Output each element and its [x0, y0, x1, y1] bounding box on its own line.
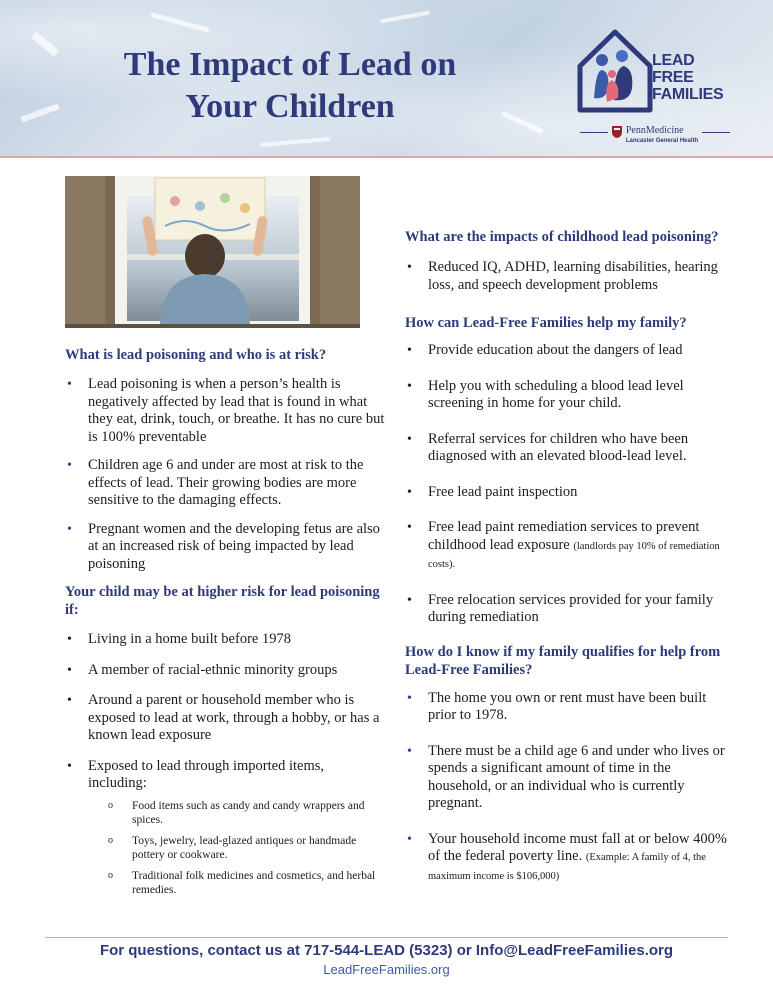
sublist-item: o Food items such as candy and candy wrappers and spices.	[108, 799, 385, 828]
list-item: • Provide education about the dangers of lead	[405, 342, 730, 360]
footer-website-link[interactable]: LeadFreeFamilies.org	[323, 962, 450, 977]
left-column	[65, 346, 385, 904]
higher-risk-list	[65, 631, 385, 898]
sublist-item: o Toys, jewelry, lead-glazed antiques or handmade pottery or cookware.	[108, 834, 385, 863]
sublist-item: o Traditional folk medicines and cosmetics, and herbal remedies.	[108, 869, 385, 898]
list-item: • Free lead paint inspection	[405, 484, 730, 502]
list-item: • Referral services for children who have been diagnosed with an elevated blood-lead level.	[405, 431, 730, 466]
list-item-text: Free lead paint remediation services to prevent childhood lead exposure	[428, 519, 700, 553]
list-item: • Living in a home built before 1978	[65, 631, 385, 649]
list-item: • A member of racial-ethnic minority groups	[65, 662, 385, 680]
partner-subname: Lancaster General Health	[625, 138, 699, 144]
header-banner	[0, 0, 773, 158]
list-item	[405, 519, 730, 574]
house-family-icon	[574, 26, 656, 114]
risk-list	[65, 376, 385, 573]
list-item: • There must be a child age 6 and under who lives or spends a significant amount of time in the household, or an individual who is currently pregnant.	[405, 743, 730, 813]
list-item: • Pregnant women and the developing fetus are also at an increased risk of being impacted by lead poisoning	[65, 521, 385, 574]
list-item-note: (landlords pay 10% of remediation costs).	[428, 540, 720, 570]
logo-wordmark: LEAD FREE FAMILIES	[652, 52, 724, 103]
partner-name: PennMedicine	[625, 125, 684, 136]
footer-contact[interactable]: For questions, contact us at 717-544-LEAD (5323) or Info@LeadFreeFamilies.org	[99, 942, 674, 959]
list-item: • Free relocation services provided for your family during remediation	[405, 592, 730, 627]
list-item: • Help you with scheduling a blood lead level screening in home for your child.	[405, 378, 730, 413]
section-heading-what-is-lead-poisoning: What is lead poisoning and who is at risk?	[65, 347, 327, 363]
penn-medicine-logo	[580, 120, 730, 144]
lead-free-families-logo	[570, 22, 735, 142]
list-item: • Around a parent or household member who is exposed to lead at work, through a hobby, or has a known lead exposure	[65, 692, 385, 745]
child-at-window-photo	[65, 176, 360, 328]
right-column	[405, 228, 730, 885]
list-item-text: Exposed to lead through imported items, including:	[88, 757, 324, 791]
list-item-text: Your household income must fall at or below 400% of the federal poverty line.	[428, 830, 727, 864]
list-item	[405, 831, 730, 886]
impacts-list	[405, 259, 730, 294]
penn-shield-icon	[612, 126, 622, 138]
title-line-1: The Impact of Lead on	[123, 46, 457, 83]
section-heading-higher-risk: Your child may be at higher risk for lead poisoning if:	[65, 584, 380, 618]
list-item: • Lead poisoning is when a person’s health is negatively affected by lead that is found in what they eat, drink, touch, or breathe. It has no cure but is 100% preventable	[65, 376, 385, 446]
list-item-note: (Example: A family of 4, the maximum income is $106,000)	[428, 852, 706, 882]
page-title	[70, 44, 510, 128]
footer-divider	[45, 937, 728, 938]
imported-items-sublist	[88, 799, 385, 898]
list-item	[65, 758, 385, 898]
qualification-list	[405, 690, 730, 886]
services-list	[405, 342, 730, 627]
list-item: • The home you own or rent must have been built prior to 1978.	[405, 690, 730, 725]
section-heading-qualifies: How do I know if my family qualifies for help from Lead-Free Families?	[405, 643, 721, 678]
title-line-2: Your Children	[185, 88, 395, 125]
list-item: • Reduced IQ, ADHD, learning disabilities, hearing loss, and speech development problems	[405, 259, 730, 294]
section-heading-how-can-help: How can Lead-Free Families help my family?	[405, 315, 687, 331]
list-item: • Children age 6 and under are most at risk to the effects of lead. Their growing bodies are more sensitive to the damaging effects.	[65, 457, 385, 510]
section-heading-impacts: What are the impacts of childhood lead poisoning?	[405, 229, 719, 245]
